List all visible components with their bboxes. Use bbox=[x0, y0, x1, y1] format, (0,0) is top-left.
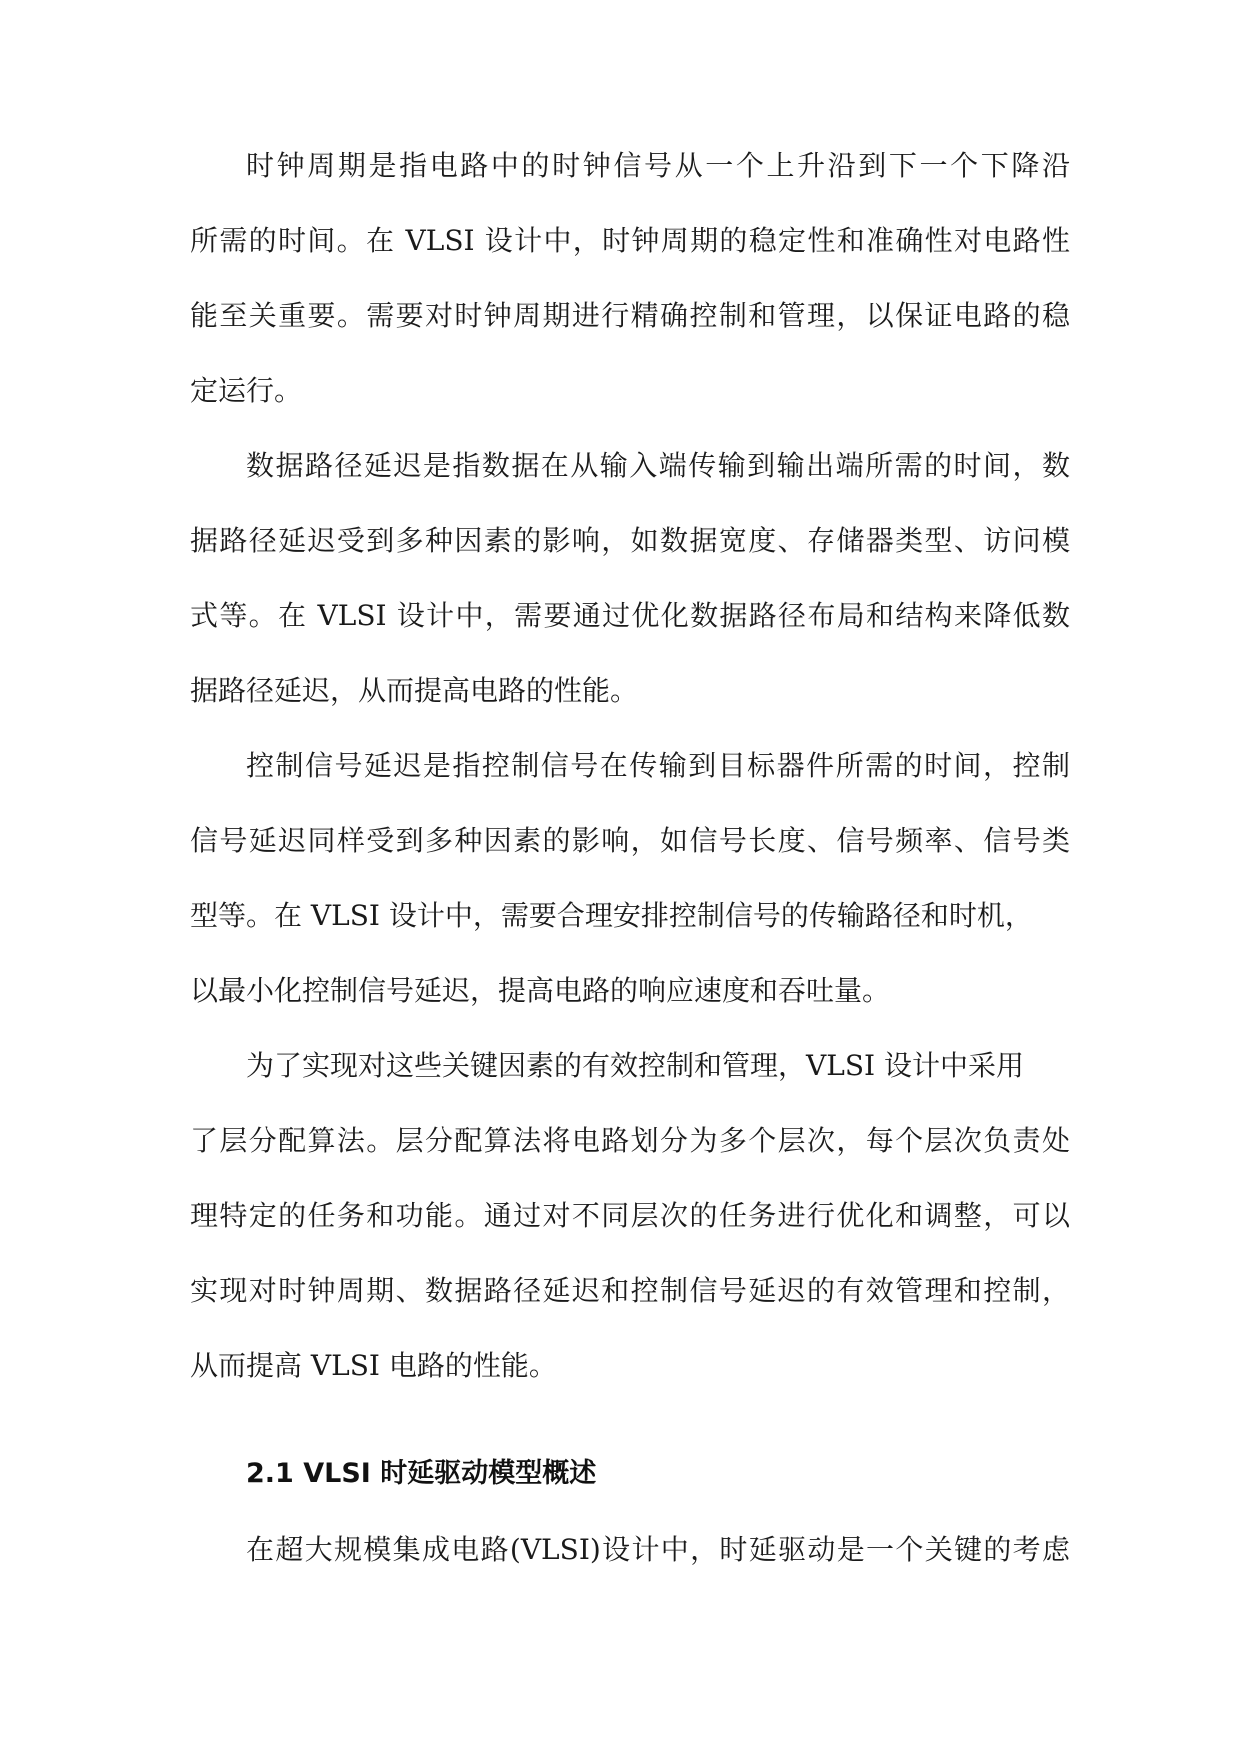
paragraph-3-line-1: 控制信号延迟是指控制信号在传输到目标器件所需的时间，控制 bbox=[246, 749, 1070, 782]
paragraph-4-line-3: 理特定的任务和功能。通过对不同层次的任务进行优化和调整，可以 bbox=[190, 1199, 1070, 1232]
section-heading: 2.1 VLSI 时延驱动模型概述 bbox=[246, 1458, 597, 1489]
paragraph-3-line-3: 型等。在 VLSI 设计中，需要合理安排控制信号的传输路径和时机， bbox=[190, 899, 1033, 932]
paragraph-2-line-2: 据路径延迟受到多种因素的影响，如数据宽度、存储器类型、访问模 bbox=[190, 524, 1070, 557]
paragraph-3-line-2: 信号延迟同样受到多种因素的影响，如信号长度、信号频率、信号类 bbox=[190, 824, 1070, 857]
paragraph-3-line-4: 以最小化控制信号延迟，提高电路的响应速度和吞吐量。 bbox=[190, 974, 891, 1007]
paragraph-4-line-5: 从而提高 VLSI 电路的性能。 bbox=[190, 1349, 557, 1382]
paragraph-2-line-3: 式等。在 VLSI 设计中，需要通过优化数据路径布局和结构来降低数 bbox=[190, 599, 1070, 632]
paragraph-4-line-4: 实现对时钟周期、数据路径延迟和控制信号延迟的有效管理和控制， bbox=[190, 1274, 1070, 1307]
paragraph-1-line-3: 能至关重要。需要对时钟周期进行精确控制和管理，以保证电路的稳 bbox=[190, 299, 1070, 332]
paragraph-1-line-1: 时钟周期是指电路中的时钟信号从一个上升沿到下一个下降沿 bbox=[246, 149, 1070, 182]
paragraph-1-line-4: 定运行。 bbox=[190, 374, 303, 407]
paragraph-2-line-1: 数据路径延迟是指数据在从输入端传输到输出端所需的时间，数 bbox=[246, 449, 1070, 482]
paragraph-4-line-1: 为了实现对这些关键因素的有效控制和管理，VLSI 设计中采用 bbox=[246, 1049, 1024, 1082]
paragraph-2-line-4: 据路径延迟，从而提高电路的性能。 bbox=[190, 674, 639, 707]
section-paragraph-line-1: 在超大规模集成电路(VLSI)设计中，时延驱动是一个关键的考虑 bbox=[246, 1533, 1070, 1566]
paragraph-4-line-2: 了层分配算法。层分配算法将电路划分为多个层次，每个层次负责处 bbox=[190, 1124, 1070, 1157]
paragraph-1-line-2: 所需的时间。在 VLSI 设计中，时钟周期的稳定性和准确性对电路性 bbox=[190, 224, 1070, 257]
